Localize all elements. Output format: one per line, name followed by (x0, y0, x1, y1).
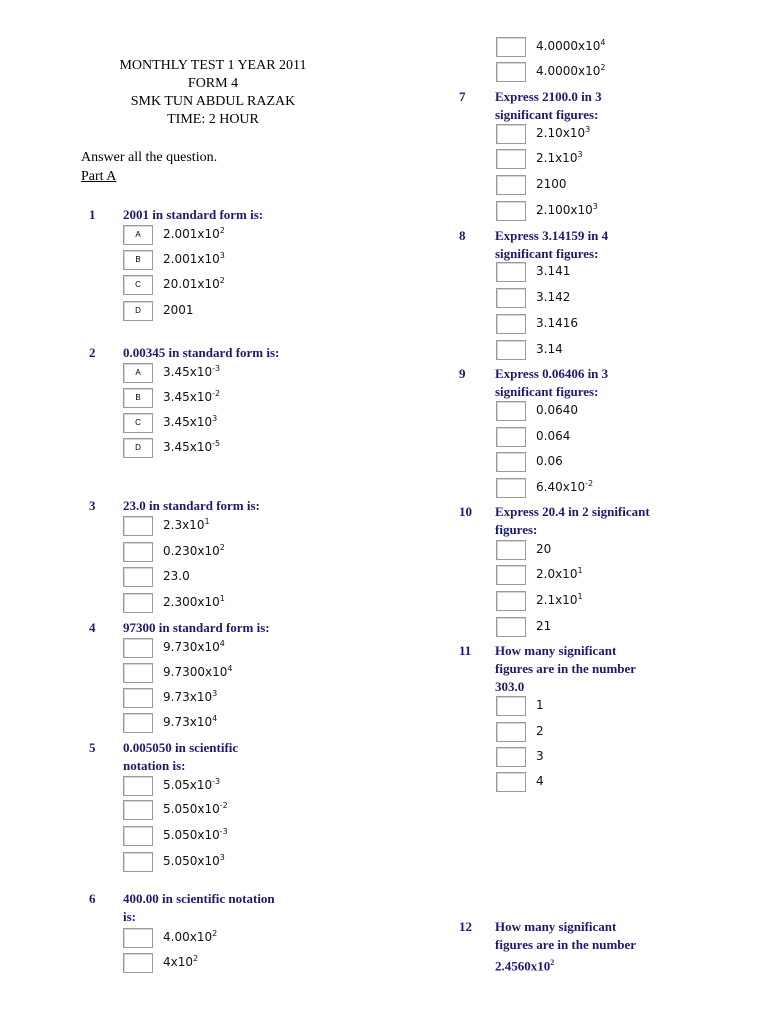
option-base-value: 2.0x10 (536, 567, 578, 581)
option-exponent: -3 (212, 777, 221, 786)
question-text: Express 20.4 in 2 significant (495, 504, 650, 519)
option-base-value: 3.142 (536, 290, 571, 304)
answer-checkbox[interactable] (123, 542, 153, 562)
question-exponent: 2 (550, 958, 555, 967)
option-base-value: 4.0000x10 (536, 39, 601, 53)
answer-checkbox[interactable] (496, 288, 526, 308)
option-base-value: 3 (536, 749, 544, 763)
answer-checkbox[interactable] (123, 713, 153, 733)
answer-checkbox[interactable]: D (123, 301, 153, 321)
option-exponent: -5 (212, 439, 221, 448)
option-base-value: 0.064 (536, 429, 571, 443)
answer-checkbox[interactable] (496, 401, 526, 421)
option-exponent: 1 (577, 566, 583, 575)
question-text: 303.0 (495, 679, 525, 694)
part-a-heading: Part A (81, 169, 117, 184)
answer-option-text (163, 414, 217, 430)
answer-option-text (536, 541, 551, 557)
answer-checkbox[interactable] (123, 826, 153, 846)
option-exponent: -2 (585, 479, 594, 488)
answer-option-text (536, 63, 605, 79)
option-exponent: 3 (592, 202, 598, 211)
answer-option-text (536, 263, 570, 279)
answer-checkbox[interactable] (496, 201, 526, 221)
option-exponent: 4 (600, 38, 606, 47)
answer-checkbox[interactable]: B (123, 388, 153, 408)
question-text: 23.0 in standard form is: (123, 498, 260, 513)
answer-checkbox[interactable] (123, 638, 153, 658)
option-exponent: 3 (219, 251, 225, 260)
answer-option-text (163, 664, 232, 680)
question-text: Express 0.06406 in 3 (495, 366, 609, 381)
answer-option-text (536, 150, 583, 166)
answer-checkbox[interactable] (496, 452, 526, 472)
question-number: 8 (459, 228, 466, 243)
answer-checkbox[interactable] (496, 722, 526, 742)
option-exponent: 3 (212, 689, 218, 698)
answer-checkbox[interactable] (496, 37, 526, 57)
answer-checkbox[interactable]: A (123, 225, 153, 245)
question-number: 1 (89, 207, 96, 222)
answer-option-text (163, 251, 225, 267)
question-text: figures are in the number (495, 661, 637, 676)
question-text: Express 3.14159 in 4 (495, 228, 609, 243)
option-base-value: 5.050x10 (163, 854, 220, 868)
question-text (495, 954, 554, 975)
question-number: 11 (459, 643, 472, 658)
option-base-value: 9.7300x10 (163, 665, 228, 679)
answer-option-text (536, 125, 590, 141)
answer-checkbox[interactable] (496, 427, 526, 447)
option-base-value: 9.73x10 (163, 715, 213, 729)
option-base-value: 0.230x10 (163, 544, 220, 558)
answer-option-text (163, 689, 217, 705)
answer-option-text (163, 517, 210, 533)
question-number: 6 (89, 891, 96, 906)
question-text: significant figures: (495, 246, 599, 261)
answer-checkbox[interactable] (496, 149, 526, 169)
answer-option-text (536, 773, 544, 789)
option-base-value: 5.05x10 (163, 778, 213, 792)
option-base-value: 3.45x10 (163, 365, 213, 379)
option-base-value: 2.001x10 (163, 252, 220, 266)
answer-option-text (163, 594, 225, 610)
option-base-value: 5.050x10 (163, 802, 220, 816)
answer-checkbox[interactable] (123, 776, 153, 796)
option-base-value: 3.45x10 (163, 440, 213, 454)
question-number: 10 (459, 504, 472, 519)
question-text: figures: (495, 522, 538, 537)
option-base-value: 2.10x10 (536, 126, 586, 140)
answer-option-text (163, 954, 198, 970)
answer-option-text (536, 402, 578, 418)
answer-option-text (536, 38, 605, 54)
question-number: 4 (89, 620, 96, 635)
option-base-value: 23.0 (163, 569, 190, 583)
answer-option-text (536, 592, 583, 608)
option-base-value: 6.40x10 (536, 480, 586, 494)
answer-checkbox[interactable]: C (123, 275, 153, 295)
question-number: 2 (89, 345, 96, 360)
option-base-value: 2 (536, 724, 544, 738)
option-exponent: 3 (212, 414, 218, 423)
option-exponent: 1 (219, 594, 225, 603)
question-text: is: (123, 909, 136, 924)
answer-option-text (163, 714, 217, 730)
answer-checkbox[interactable] (123, 800, 153, 820)
answer-option-text (536, 202, 598, 218)
question-text: 400.00 in scientific notation (123, 891, 275, 906)
answer-option-text (536, 723, 544, 739)
answer-checkbox[interactable] (123, 663, 153, 683)
option-exponent: 4 (227, 664, 233, 673)
question-text: significant figures: (495, 107, 599, 122)
option-base-value: 0.0640 (536, 403, 578, 417)
answer-checkbox[interactable] (496, 696, 526, 716)
answer-option-text (163, 302, 194, 318)
option-base-value: 2.3x10 (163, 518, 205, 532)
answer-checkbox[interactable] (123, 593, 153, 613)
option-base-value: 3.14 (536, 342, 563, 356)
answer-option-text (536, 428, 570, 444)
answer-checkbox[interactable] (496, 478, 526, 498)
form-label: FORM 4 (187, 76, 239, 91)
option-base-value: 4.0000x10 (536, 64, 601, 78)
answer-checkbox[interactable] (496, 565, 526, 585)
answer-checkbox[interactable]: D (123, 438, 153, 458)
answer-checkbox[interactable] (496, 340, 526, 360)
option-base-value: 4.00x10 (163, 930, 213, 944)
answer-option-text (536, 176, 567, 192)
option-base-value: 9.73x10 (163, 690, 213, 704)
school-name: SMK TUN ABDUL RAZAK (130, 94, 296, 109)
option-base-value: 1 (536, 698, 544, 712)
option-exponent: 2 (212, 929, 218, 938)
answer-checkbox[interactable] (123, 953, 153, 973)
answer-option-text (163, 827, 228, 843)
answer-option-text (163, 276, 225, 292)
answer-checkbox[interactable] (496, 540, 526, 560)
question-text: 2001 in standard form is: (123, 207, 264, 222)
answer-checkbox[interactable]: B (123, 250, 153, 270)
option-base-value: 20 (536, 542, 552, 556)
answer-option-text (536, 566, 583, 582)
answer-option-text (536, 618, 551, 634)
answer-option-text (536, 289, 570, 305)
option-base-value: 2.300x10 (163, 595, 220, 609)
option-exponent: 1 (204, 517, 210, 526)
option-exponent: -2 (212, 389, 221, 398)
answer-option-text (163, 543, 225, 559)
answer-checkbox[interactable] (123, 516, 153, 536)
question-number: 5 (89, 740, 96, 755)
answer-checkbox[interactable] (123, 688, 153, 708)
answer-checkbox[interactable] (123, 928, 153, 948)
option-base-value: 20.01x10 (163, 277, 220, 291)
option-exponent: -3 (219, 827, 228, 836)
question-number: 7 (459, 89, 466, 104)
option-base-value: 2001 (163, 303, 194, 317)
question-text: 0.00345 in standard form is: (123, 345, 280, 360)
answer-option-text (163, 777, 220, 793)
answer-option-text (163, 853, 225, 869)
answer-checkbox[interactable] (496, 314, 526, 334)
question-number: 3 (89, 498, 96, 513)
question-text: How many significant (495, 919, 617, 934)
option-base-value: 21 (536, 619, 552, 633)
answer-option-text (536, 479, 593, 495)
option-base-value: 0.06 (536, 454, 563, 468)
answer-checkbox[interactable] (496, 175, 526, 195)
option-base-value: 3.1416 (536, 316, 578, 330)
option-base-value: 2.001x10 (163, 227, 220, 241)
answer-checkbox[interactable] (496, 772, 526, 792)
answer-checkbox[interactable]: A (123, 363, 153, 383)
option-base-value: 9.730x10 (163, 640, 220, 654)
answer-option-text (536, 453, 563, 469)
test-title: MONTHLY TEST 1 YEAR 2011 (119, 58, 307, 73)
option-base-value: 5.050x10 (163, 828, 220, 842)
answer-option-text (536, 315, 578, 331)
answer-checkbox[interactable] (123, 567, 153, 587)
answer-option-text (536, 341, 563, 357)
answer-checkbox[interactable] (496, 591, 526, 611)
answer-checkbox[interactable] (496, 124, 526, 144)
instruction-text: Answer all the question. (81, 150, 218, 165)
answer-option-text (163, 389, 220, 405)
question-text: 0.005050 in scientific (123, 740, 239, 755)
option-base-value: 3.141 (536, 264, 571, 278)
option-exponent: 2 (600, 63, 606, 72)
answer-option-text (163, 226, 225, 242)
option-exponent: 3 (219, 853, 225, 862)
answer-option-text (163, 364, 220, 380)
option-base-value: 4x10 (163, 955, 194, 969)
option-base-value: 2.1x10 (536, 593, 578, 607)
answer-checkbox[interactable] (496, 62, 526, 82)
question-text: 97300 in standard form is: (123, 620, 270, 635)
option-base-value: 2.1x10 (536, 151, 578, 165)
option-base-value: 2.100x10 (536, 203, 593, 217)
answer-option-text (163, 439, 220, 455)
answer-checkbox[interactable] (496, 262, 526, 282)
option-base-value: 2100 (536, 177, 567, 191)
answer-option-text (163, 639, 225, 655)
option-base-value: 4 (536, 774, 544, 788)
test-header (56, 57, 370, 129)
answer-checkbox[interactable] (496, 747, 526, 767)
option-exponent: 2 (193, 954, 199, 963)
option-exponent: 1 (577, 592, 583, 601)
question-text: significant figures: (495, 384, 599, 399)
answer-checkbox[interactable]: C (123, 413, 153, 433)
option-exponent: 4 (212, 714, 218, 723)
time-allowed: TIME: 2 HOUR (167, 112, 259, 127)
answer-option-text (536, 697, 544, 713)
answer-checkbox[interactable] (123, 852, 153, 872)
option-exponent: -3 (212, 364, 221, 373)
option-exponent: 2 (219, 226, 225, 235)
option-base-value: 3.45x10 (163, 390, 213, 404)
question-text: Express 2100.0 in 3 (495, 89, 602, 104)
answer-option-text (163, 929, 217, 945)
question-value: 2.4560x10 (495, 958, 551, 974)
question-text: figures are in the number (495, 937, 637, 952)
question-number: 12 (459, 919, 472, 934)
question-text: notation is: (123, 758, 186, 773)
answer-checkbox[interactable] (496, 617, 526, 637)
option-exponent: 2 (219, 276, 225, 285)
question-number: 9 (459, 366, 466, 381)
option-base-value: 3.45x10 (163, 415, 213, 429)
option-exponent: 3 (585, 125, 591, 134)
question-text: How many significant (495, 643, 617, 658)
option-exponent: 3 (577, 150, 583, 159)
answer-option-text (536, 748, 544, 764)
answer-option-text (163, 568, 190, 584)
option-exponent: -2 (219, 801, 228, 810)
answer-option-text (163, 801, 228, 817)
option-exponent: 4 (219, 639, 225, 648)
option-exponent: 2 (219, 543, 225, 552)
